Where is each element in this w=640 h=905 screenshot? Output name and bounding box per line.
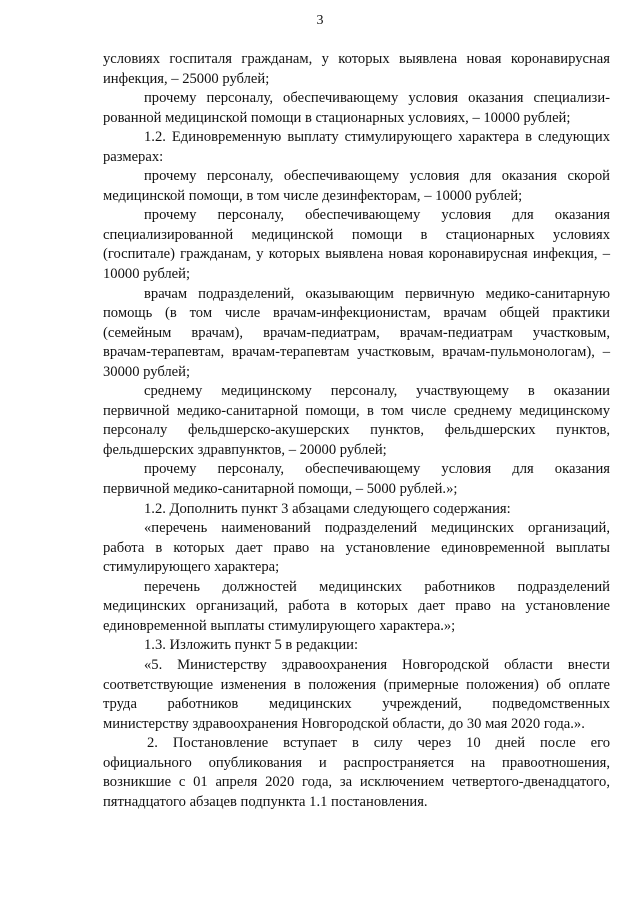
text-line: «5. Министерству здравоохранения Новгородской области внести: [144, 656, 610, 673]
text-line: прочему персоналу, обеспечивающему условия для оказания: [144, 207, 610, 224]
text-line: первичной медико-санитарной помощи, – 5000 рублей.»;: [103, 481, 458, 498]
text-line: министерству здравоохранения Новгородской области, до 30 мая 2020 года.».: [103, 715, 585, 732]
text-line: официального опубликования и распространяется на правоотношения,: [103, 754, 610, 771]
text-line: размерах:: [103, 148, 164, 165]
text-line: врачам подразделений, оказывающим первичную медико-санитарную: [144, 285, 610, 302]
text-line: единовременной выплаты стимулирующего характера.»;: [103, 617, 456, 634]
text-line: фельдшерских здравпунктов, – 20000 рублей;: [103, 441, 387, 458]
text-line: 30000 рублей;: [103, 363, 191, 380]
text-line: прочему персоналу, обеспечивающему условия для оказания скорой: [144, 168, 610, 185]
text-line: «перечень наименований подразделений медицинских организаций,: [144, 520, 610, 537]
text-line: стимулирующего характера;: [103, 559, 280, 576]
text-line: 1.3. Изложить пункт 5 в редакции:: [144, 637, 359, 654]
text-line: перечень должностей медицинских работников подразделений: [144, 578, 610, 595]
text-line: рованной медицинской помощи в стационарных условиях, – 10000 рублей;: [103, 109, 571, 126]
text-line: 10000 рублей;: [103, 266, 191, 283]
text-line: пятнадцатого абзацев подпункта 1.1 постановления.: [103, 793, 428, 810]
text-line: прочему персоналу, обеспечивающему условия оказания специализи-: [144, 90, 610, 107]
text-line: труда работников медицинских учреждений, подведомственных: [103, 696, 610, 713]
text-line: 2. Постановление вступает в силу через 10 дней после его: [147, 735, 610, 752]
text-line: возникшие с 01 апреля 2020 года, за исключением четвертого-двенадцатого,: [103, 774, 610, 791]
text-line: врачам-терапевтам, врачам-терапевтам участковым, врачам-пульмонологам), –: [103, 344, 610, 361]
text-line: персоналу фельдшерско-акушерских пунктов, фельдшерских пунктов,: [103, 422, 610, 439]
text-line: работа в которых дает право на установление единовременной выплаты: [103, 539, 610, 556]
text-line: первичной медико-санитарной помощи, в том числе среднему медицинскому: [103, 402, 610, 419]
text-line: соответствующие изменения в положения (примерные положения) об оплате: [103, 676, 610, 693]
text-line: инфекция, – 25000 рублей;: [103, 70, 270, 87]
text-line: (семейным врачам), врачам-педиатрам, врачам-педиатрам участковым,: [103, 324, 610, 341]
text-line: медицинских организаций, работа в которых дает право на установление: [103, 598, 610, 615]
text-line: медицинской помощи, в том числе дезинфекторам, – 10000 рублей;: [103, 187, 523, 204]
text-line: среднему медицинскому персоналу, участвующему в оказании: [144, 383, 610, 400]
text-line: помощь (в том числе врачам-инфекционистам, врачам общей практики: [103, 305, 610, 322]
text-line: (госпитале) гражданам, у которых выявлена новая коронавирусная инфекция, –: [103, 246, 610, 263]
text-line: условиях госпиталя гражданам, у которых выявлена новая коронавирусная: [103, 51, 610, 67]
text-line: 1.2. Единовременную выплату стимулирующего характера в следующих: [144, 129, 610, 146]
document-body: [103, 50, 610, 812]
text-line: прочему персоналу, обеспечивающему условия для оказания: [144, 461, 610, 478]
text-line: специализированной медицинской помощи в стационарных условиях: [103, 226, 610, 243]
page-number: 3: [316, 13, 324, 28]
text-line: 1.2. Дополнить пункт 3 абзацами следующего содержания:: [144, 500, 511, 517]
